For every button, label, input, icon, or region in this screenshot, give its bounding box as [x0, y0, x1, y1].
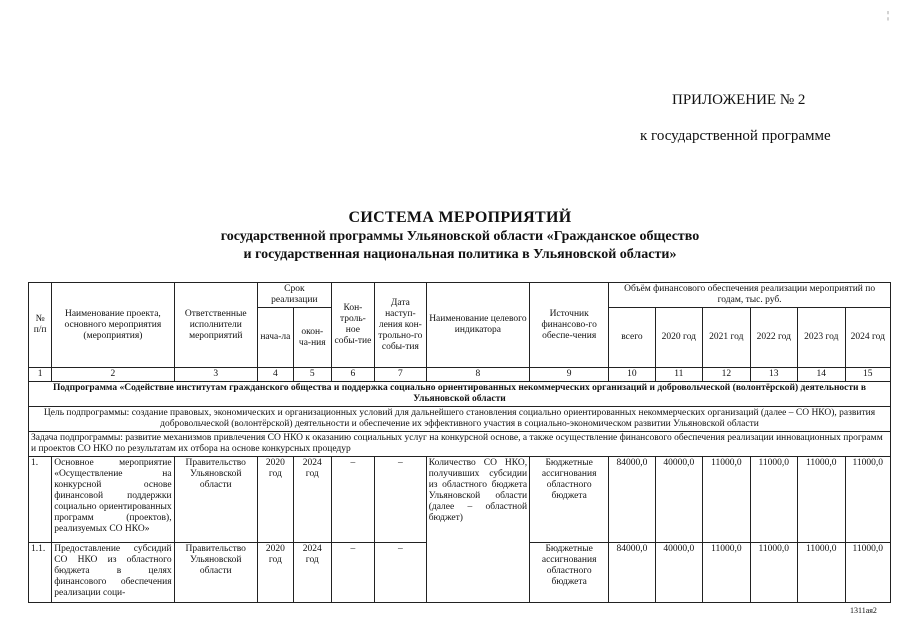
col-number: 6 — [331, 368, 374, 382]
row-2023: 11000,0 — [798, 543, 845, 603]
col-number: 4 — [257, 368, 293, 382]
row-indicator: Количество СО НКО, получивших субсидии из областного бюджета Ульяновской области (далее – областной бюджет) — [426, 457, 529, 603]
row-2022: 11000,0 — [750, 543, 797, 603]
col-number: 9 — [530, 368, 609, 382]
document-code: 1311ая2 — [850, 606, 877, 615]
row-total: 84000,0 — [609, 543, 655, 603]
header-funding: Объём финансового обеспечения реализации мероприятий по годам, тыс. руб. — [609, 283, 891, 308]
task-row — [29, 432, 891, 457]
column-number-row — [29, 368, 891, 382]
subprogram-title: Подпрограмма «Содействие институтам гражданского общества и поддержка социально ориентированных некоммерческих организаций и добровольческой (волонтёрской) деятельности в Ульяновской области — [29, 382, 891, 407]
row-total: 84000,0 — [609, 457, 655, 543]
header-2020: 2020 год — [655, 308, 702, 368]
measures-table — [28, 282, 891, 603]
appendix-label: ПРИЛОЖЕНИЕ № 2 — [672, 92, 806, 108]
row-start: 2020 год — [257, 457, 293, 543]
col-number: 3 — [174, 368, 257, 382]
col-number: 15 — [845, 368, 891, 382]
corner-mark: ¦ — [887, 10, 890, 21]
title-line-2: государственной программы Ульяновской области «Гражданское общество — [220, 229, 700, 244]
col-number: 7 — [375, 368, 427, 382]
row-source: Бюджетные ассигнования областного бюджета — [530, 457, 609, 543]
row-event: – — [331, 543, 374, 603]
row-2021: 11000,0 — [703, 457, 750, 543]
header-2023: 2023 год — [798, 308, 845, 368]
header-source: Источник финансово-го обеспе-чения — [530, 283, 609, 368]
document-title — [150, 208, 770, 264]
header-control-date: Дата наступ-ления кон-трольно-го собы-тия — [375, 283, 427, 368]
header-control-event: Кон-троль-ное собы-тие — [331, 283, 374, 368]
goal-row — [29, 407, 891, 432]
appendix-subtitle: к государственной программе — [640, 128, 831, 144]
row-end: 2024 год — [293, 543, 331, 603]
col-number: 11 — [655, 368, 702, 382]
subprogram-row — [29, 382, 891, 407]
header-name: Наименование проекта, основного мероприятия (мероприятия) — [52, 283, 174, 368]
row-2020: 40000,0 — [655, 457, 702, 543]
subprogram-goal: Цель подпрограммы: создание правовых, экономических и организационных условий для дальнейшего становления социально ориентированных некоммерческих организаций (далее – СО НКО), развития добровольческой (волонтёрской) деятельности и обеспечение их эффективного участия в социально-экономическом развитии Ульяновской области — [29, 407, 891, 432]
header-num: № п/п — [29, 283, 52, 368]
row-name: Основное мероприятие «Осуществление на конкурсной основе финансовой поддержки социально ориентированных программ (проектов), реализуемых СО НКО» — [52, 457, 174, 543]
col-number: 10 — [609, 368, 655, 382]
row-date: – — [375, 457, 427, 543]
header-2024: 2024 год — [845, 308, 891, 368]
row-2022: 11000,0 — [750, 457, 797, 543]
row-responsible: Правительство Ульяновской области — [174, 457, 257, 543]
row-end: 2024 год — [293, 457, 331, 543]
col-number: 8 — [426, 368, 529, 382]
row-num: 1.1. — [29, 543, 52, 603]
row-num: 1. — [29, 457, 52, 543]
row-date: – — [375, 543, 427, 603]
row-2023: 11000,0 — [798, 457, 845, 543]
subprogram-task: Задача подпрограммы: развитие механизмов привлечения СО НКО к оказанию социальных услуг на конкурсной основе, а также осуществление финансового обеспечения реализации инновационных программ и проектов СО НКО по результатам их отбора на основе конкурсных процедур — [29, 432, 891, 457]
header-term: Срок реализации — [257, 283, 331, 308]
header-end: окон-ча-ния — [293, 308, 331, 368]
col-number: 1 — [29, 368, 52, 382]
col-number: 13 — [750, 368, 797, 382]
header-indicator: Наименование целевого индикатора — [426, 283, 529, 368]
col-number: 5 — [293, 368, 331, 382]
header-responsible: Ответственные исполнители мероприятий — [174, 283, 257, 368]
row-2024: 11000,0 — [845, 543, 891, 603]
header-start: нача-ла — [257, 308, 293, 368]
col-number: 12 — [703, 368, 750, 382]
header-total: всего — [609, 308, 655, 368]
table-row — [29, 457, 891, 543]
title-line-3: и государственная национальная политика в Ульяновской области» — [243, 247, 677, 262]
row-2020: 40000,0 — [655, 543, 702, 603]
row-name: Предоставление субсидий СО НКО из областного бюджета в целях финансового обеспечения реализации соци- — [52, 543, 174, 603]
row-start: 2020 год — [257, 543, 293, 603]
header-2021: 2021 год — [703, 308, 750, 368]
title-main: СИСТЕМА МЕРОПРИЯТИЙ — [348, 209, 572, 226]
row-responsible: Правительство Ульяновской области — [174, 543, 257, 603]
header-2022: 2022 год — [750, 308, 797, 368]
col-number: 2 — [52, 368, 174, 382]
row-source: Бюджетные ассигнования областного бюджета — [530, 543, 609, 603]
col-number: 14 — [798, 368, 845, 382]
row-event: – — [331, 457, 374, 543]
row-2021: 11000,0 — [703, 543, 750, 603]
row-2024: 11000,0 — [845, 457, 891, 543]
